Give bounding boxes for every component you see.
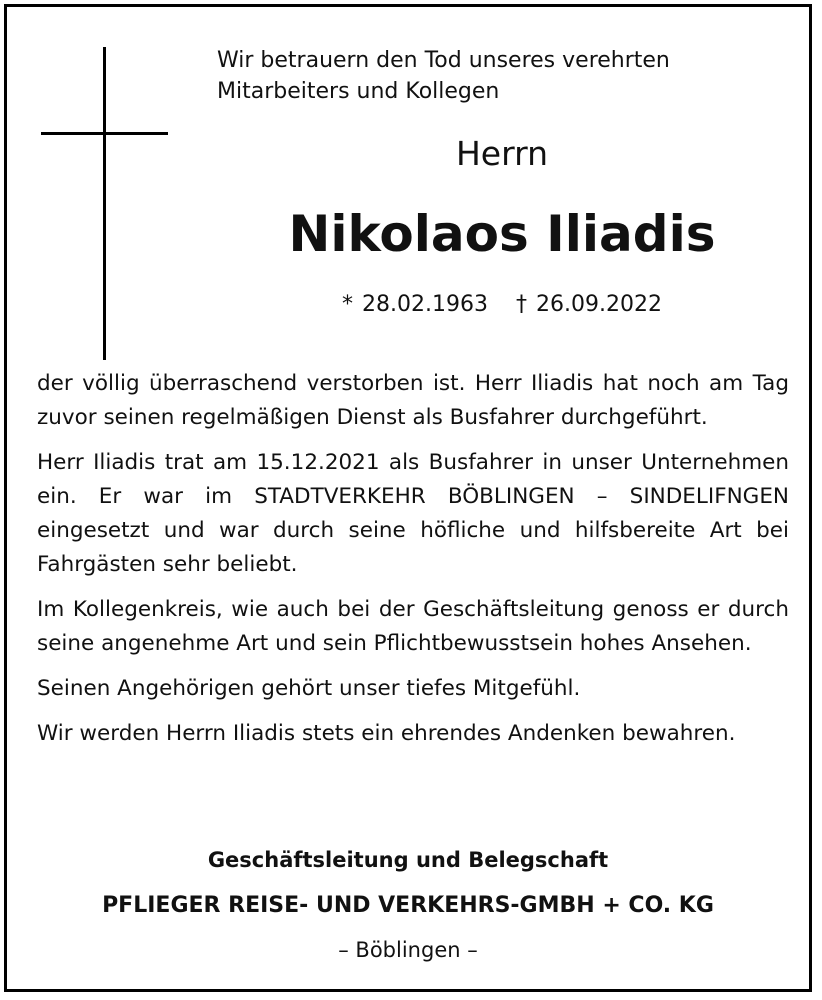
life-dates [217, 290, 787, 320]
signature-company: PFLIEGER REISE- UND VERKEHRS-GMBH + CO. KG [102, 893, 714, 918]
obituary-body [37, 367, 789, 762]
signature-staff: Geschäftsleitung und Belegschaft [207, 848, 609, 872]
intro-line-2: Mitarbeiters und Kollegen [217, 79, 500, 104]
cross-horizontal-bar [41, 132, 168, 135]
salutation: Herrn [455, 134, 548, 173]
paragraph-2: Herr Iliadis trat am 15.12.2021 als Busfahrer in unser Unternehmen ein. Er war im STADTVERKEHR BÖBLINGEN – SINDELIFNGEN eingesetzt und war durch seine höfliche und hilfsbereite Art bei Fahrgästen sehr beliebt. [37, 450, 789, 577]
intro-line-1: Wir betrauern den Tod unseres verehrten [217, 48, 670, 73]
signature-location: – Böblingen – [338, 938, 478, 962]
deceased-name: Nikolaos Iliadis [288, 205, 716, 263]
paragraph-3: Im Kollegenkreis, wie auch bei der Geschäftsleitung genoss er durch seine angenehme Art und sein Pflichtbewusstsein hohes Ansehen. [37, 597, 789, 656]
paragraph-5: Wir werden Herrn Iliadis stets ein ehrendes Andenken bewahren. [37, 721, 736, 746]
obituary-notice [4, 4, 812, 992]
cross-vertical-bar [103, 47, 106, 360]
death-date: † 26.09.2022 [516, 292, 662, 317]
intro-text [217, 45, 777, 107]
birth-date: * 28.02.1963 [342, 292, 488, 317]
paragraph-4: Seinen Angehörigen gehört unser tiefes Mitgefühl. [37, 676, 581, 701]
paragraph-1: der völlig überraschend verstorben ist. Herr Iliadis hat noch am Tag zuvor seinen regelmäßigen Dienst als Busfahrer durchgeführt. [37, 371, 789, 430]
